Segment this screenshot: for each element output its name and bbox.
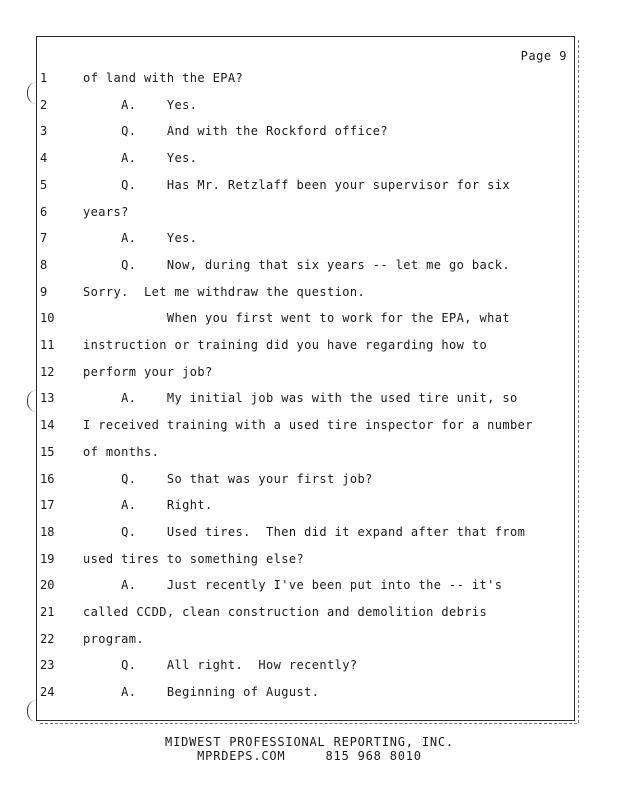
line-text: Q. All right. How recently? (83, 658, 358, 673)
transcript-line (0, 282, 619, 302)
line-text: Q. Now, during that six years -- let me go back. (83, 257, 510, 272)
line-text: I received training with a used tire inspector for a number (83, 418, 533, 433)
transcript-line (0, 148, 619, 168)
line-number: 12 (40, 364, 55, 379)
line-number: 24 (40, 685, 55, 700)
footer-contact: MPRDEPS.COM 815 968 8010 (197, 749, 422, 763)
line-text: When you first went to work for the EPA, what (83, 311, 510, 326)
line-text: Sorry. Let me withdraw the question. (83, 284, 366, 299)
line-text: years? (83, 204, 129, 219)
transcript-line (0, 442, 619, 462)
line-number: 7 (40, 231, 48, 246)
line-number: 21 (40, 605, 55, 619)
line-number: 8 (40, 257, 48, 272)
transcript-line (0, 335, 619, 355)
line-number: 23 (40, 658, 55, 673)
line-number: 18 (40, 524, 55, 539)
line-text: Q. And with the Rockford office? (83, 124, 388, 139)
footer-company: MIDWEST PROFESSIONAL REPORTING, INC. (165, 735, 454, 749)
line-text: Q. Used tires. Then did it expand after that from (83, 524, 526, 539)
line-text: A. Just recently I've been put into the -- it's (83, 578, 503, 593)
line-text: A. Yes. (83, 97, 198, 112)
transcript-line (0, 175, 619, 195)
transcript-line (0, 388, 619, 408)
line-number: 11 (40, 338, 55, 352)
page-number: Page 9 (520, 49, 567, 63)
line-number: 3 (40, 124, 48, 139)
line-text: A. My initial job was with the used tire unit, so (83, 391, 518, 406)
line-number: 22 (40, 631, 55, 646)
transcript-line (0, 549, 619, 569)
line-number: 20 (40, 578, 55, 593)
line-number: 15 (40, 444, 55, 459)
line-text: Q. Has Mr. Retzlaff been your supervisor for six (83, 177, 510, 192)
transcript-line (0, 495, 619, 515)
transcript-line (0, 308, 619, 328)
line-text: Q. So that was your first job? (83, 471, 373, 486)
line-text: of land with the EPA? (83, 71, 244, 85)
transcript-line (0, 469, 619, 489)
transcript-line (0, 121, 619, 141)
line-number: 19 (40, 551, 55, 566)
line-text: A. Beginning of August. (83, 685, 320, 700)
transcript-line (0, 575, 619, 595)
transcript-line (0, 228, 619, 248)
line-text: A. Yes. (83, 151, 198, 166)
line-number: 10 (40, 311, 55, 326)
line-number: 1 (40, 71, 48, 85)
transcript-line (0, 68, 619, 88)
frame-shadow-bottom (40, 721, 577, 724)
transcript-line (0, 522, 619, 542)
line-number: 9 (40, 284, 48, 299)
line-text: perform your job? (83, 364, 213, 379)
transcript-line (0, 682, 619, 702)
transcript-line (0, 602, 619, 622)
line-number: 4 (40, 151, 48, 166)
line-text: program. (83, 631, 144, 646)
line-number: 16 (40, 471, 55, 486)
line-number: 17 (40, 498, 55, 513)
transcript-line (0, 415, 619, 435)
line-number: 6 (40, 204, 48, 219)
line-text: called CCDD, clean construction and demolition debris (83, 605, 488, 619)
line-text: instruction or training did you have regarding how to (83, 338, 488, 352)
line-number: 14 (40, 418, 55, 433)
line-text: of months. (83, 444, 160, 459)
transcript-line (0, 362, 619, 382)
transcript-line (0, 655, 619, 675)
line-number: 5 (40, 177, 48, 192)
line-text: A. Yes. (83, 231, 198, 246)
line-number: 2 (40, 97, 48, 112)
transcript-line (0, 202, 619, 222)
line-text: A. Right. (83, 498, 213, 513)
line-number: 13 (40, 391, 55, 406)
transcript-line (0, 255, 619, 275)
line-text: used tires to something else? (83, 551, 305, 566)
transcript-line (0, 629, 619, 649)
transcript-line (0, 95, 619, 115)
